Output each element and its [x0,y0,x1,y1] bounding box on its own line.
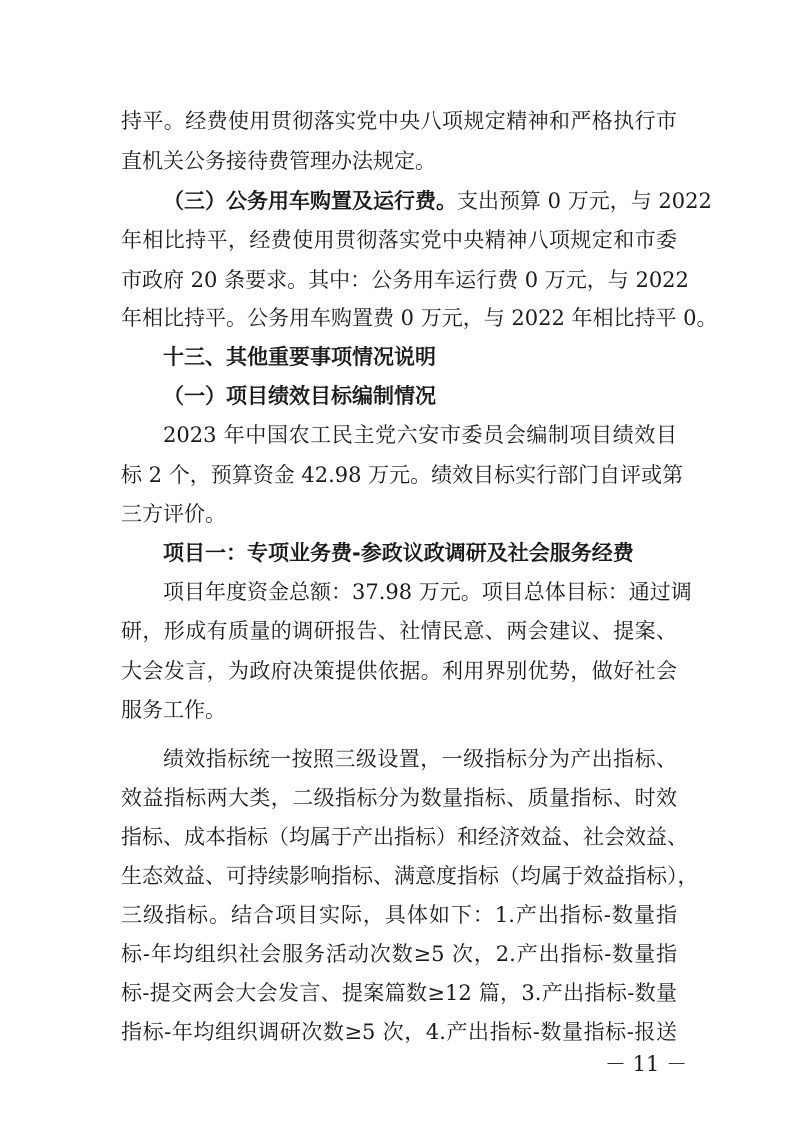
paragraph-line: 三方评价。 [121,502,226,526]
section-3-heading: （三）公务用车购置及运行费。 [163,189,457,213]
paragraph-line: 直机关公务接待费管理办法规定。 [121,149,436,173]
paragraph-line: 标-提交两会大会发言、提案篇数≥12 篇，3.产出指标-数量 [121,981,677,1005]
paragraph-line: 持平。经费使用贯彻落实党中央八项规定精神和严格执行市 [121,109,677,133]
paragraph-line: 年相比持平，经费使用贯彻落实党中央精神八项规定和市委 [121,228,677,252]
paragraph-line: 年相比持平。公务用车购置费 0 万元，与 2022 年相比持平 0。 [121,306,718,330]
paragraph-line: 市政府 20 条要求。其中：公务用车运行费 0 万元，与 2022 [121,268,689,292]
paragraph-line: 服务工作。 [121,698,226,722]
paragraph-line: 三级指标。结合项目实际，具体如下：1.产出指标-数量指 [121,903,677,927]
paragraph-line: 绩效指标统一按照三级设置，一级指标分为产出指标、 [163,747,677,771]
paragraph-line: 2023 年中国农工民主党六安市委员会编制项目绩效目 [163,423,677,447]
paragraph-line: 效益指标两大类，二级指标分为数量指标、质量指标、时效 [121,786,677,810]
section-heading-13: 十三、其他重要事项情况说明 [163,345,436,369]
page-number: － 11 － [605,1052,688,1076]
paragraph-line: 生态效益、可持续影响指标、满意度指标（均属于效益指标）， [121,864,699,888]
paragraph-line: 项目年度资金总额：37.98 万元。项目总体目标：通过调 [163,580,692,604]
paragraph-line: 标-年均组织社会服务活动次数≥5 次，2.产出指标-数量指 [121,942,677,966]
section-3-line [163,183,712,219]
paragraph-line: 研，形成有质量的调研报告、社情民意、两会建议、提案、 [121,619,677,643]
paragraph-line: 指标-年均组织调研次数≥5 次，4.产出指标-数量指标-报送 [121,1020,677,1044]
paragraph-line: 指标、成本指标（均属于产出指标）和经济效益、社会效益、 [121,825,688,849]
subsection-heading-1: （一）项目绩效目标编制情况 [163,384,436,408]
project-heading: 项目一：专项业务费-参政议政调研及社会服务经费 [163,541,634,565]
paragraph-line: 大会发言，为政府决策提供依据。利用界别优势，做好社会 [121,659,677,683]
section-3-text: 支出预算 0 万元，与 2022 [457,189,712,213]
paragraph-line: 标 2 个，预算资金 42.98 万元。绩效目标实行部门自评或第 [121,463,684,487]
